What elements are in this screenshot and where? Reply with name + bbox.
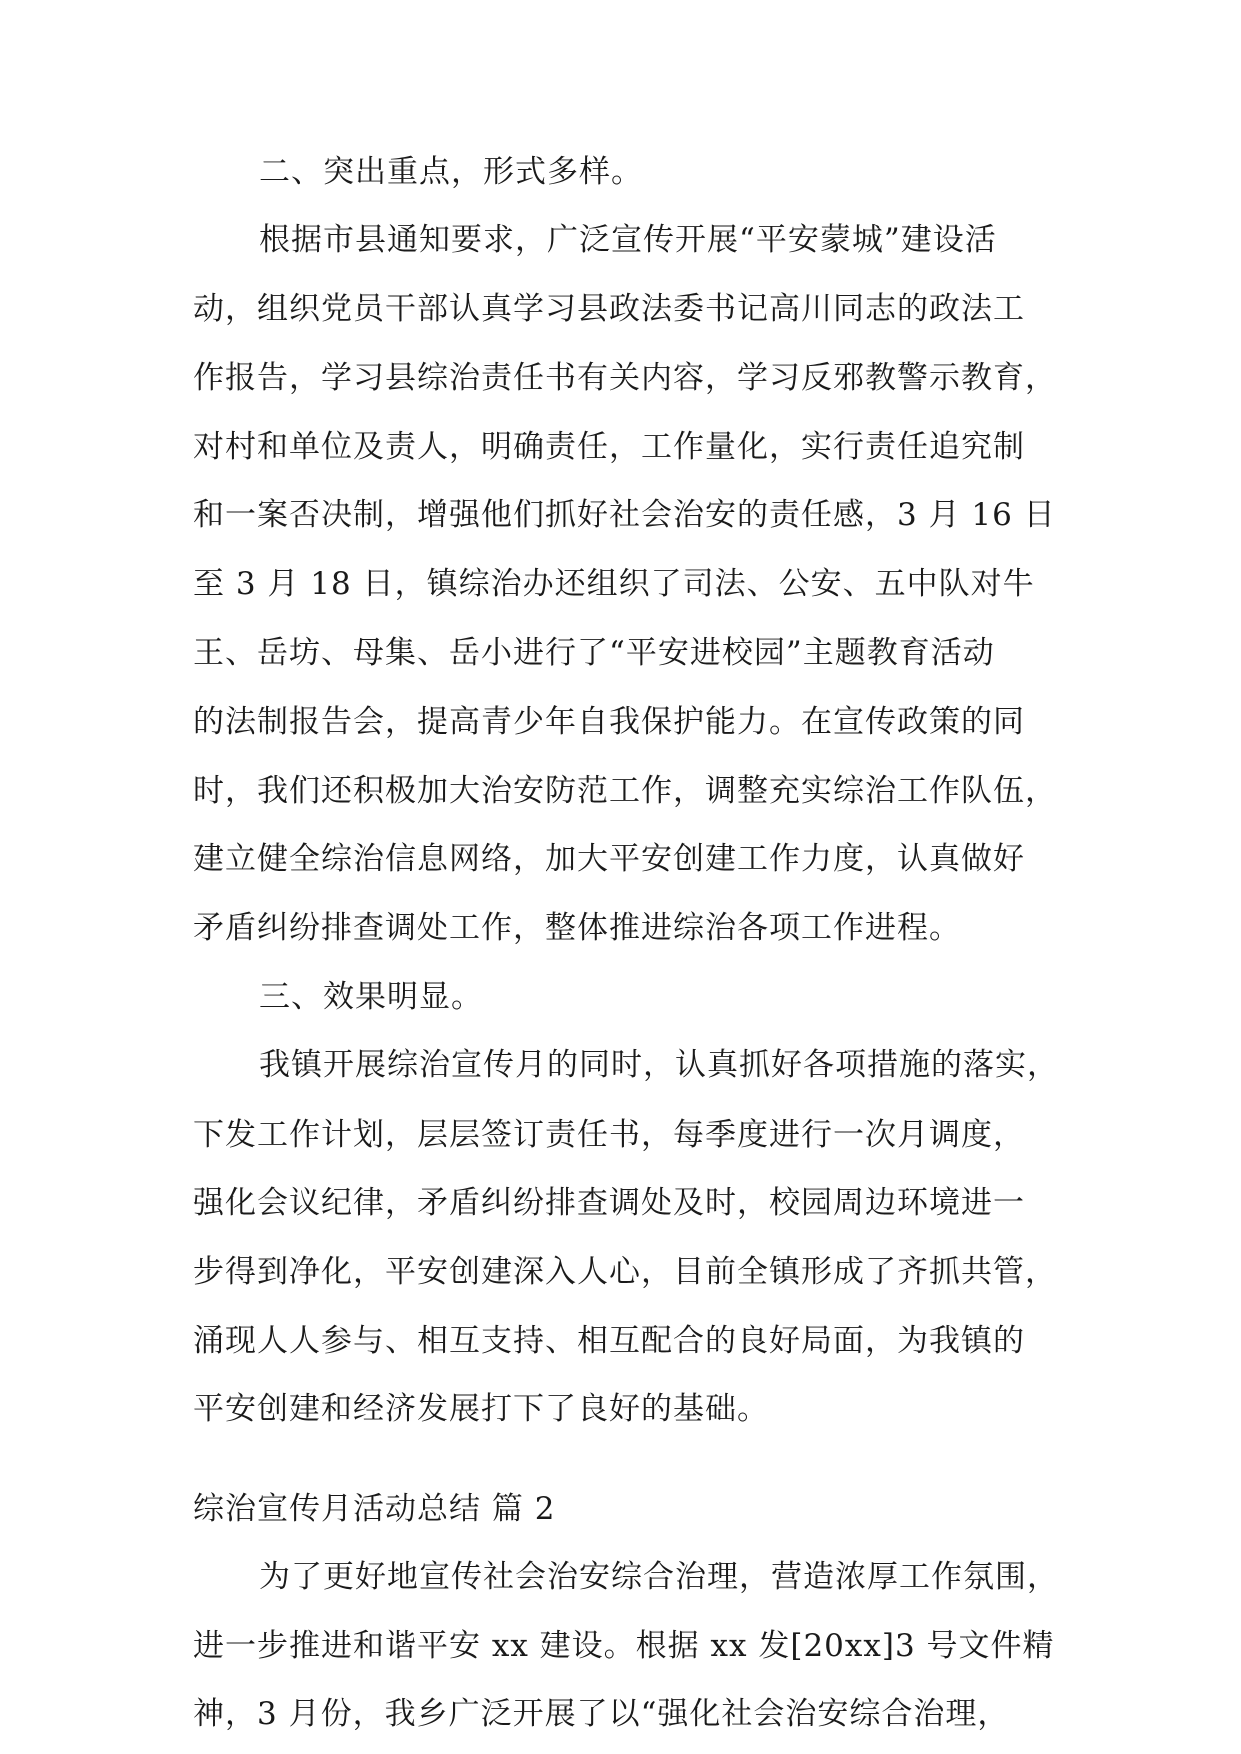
paragraph-line: 对村和单位及责人，明确责任，工作量化，实行责任追究制 bbox=[193, 428, 1025, 465]
paragraph-line: 和一案否决制，增强他们抓好社会治安的责任感，3 月 16 日 bbox=[193, 497, 1056, 534]
paragraph-line: 进一步推进和谐平安 xx 建设。根据 xx 发[20xx]3 号文件精 bbox=[193, 1627, 1055, 1664]
paragraph-line: 至 3 月 18 日，镇综治办还组织了司法、公安、五中队对牛 bbox=[193, 566, 1035, 603]
paragraph-line: 王、岳坊、母集、岳小进行了“平安进校园”主题教育活动 bbox=[193, 634, 995, 671]
section-heading-3: 三、效果明显。 bbox=[259, 978, 483, 1015]
paragraph-line: 为了更好地宣传社会治安综合治理，营造浓厚工作氛围， bbox=[259, 1559, 1059, 1596]
paragraph-line: 根据市县通知要求，广泛宣传开展“平安蒙城”建设活 bbox=[259, 222, 997, 259]
paragraph-line: 动，组织党员干部认真学习县政法委书记高川同志的政法工 bbox=[193, 290, 1025, 327]
paragraph-line: 神，3 月份，我乡广泛开展了以“强化社会治安综合治理， bbox=[193, 1696, 1010, 1732]
paragraph-line: 我镇开展综治宣传月的同时，认真抓好各项措施的落实， bbox=[259, 1047, 1059, 1084]
paragraph-line: 涌现人人参与、相互支持、相互配合的良好局面，为我镇的 bbox=[193, 1322, 1025, 1359]
paragraph-line: 平安创建和经济发展打下了良好的基础。 bbox=[193, 1391, 769, 1428]
paragraph-line: 下发工作计划，层层签订责任书，每季度进行一次月调度， bbox=[193, 1116, 1025, 1153]
section-heading-2: 二、突出重点，形式多样。 bbox=[259, 154, 643, 190]
paragraph-line: 矛盾纠纷排查调处工作，整体推进综治各项工作进程。 bbox=[193, 910, 961, 947]
paragraph-line: 的法制报告会，提高青少年自我保护能力。在宣传政策的同 bbox=[193, 704, 1025, 741]
paragraph-line: 时，我们还积极加大治安防范工作，调整充实综治工作队伍， bbox=[193, 772, 1057, 809]
paragraph-line: 建立健全综治信息网络，加大平安创建工作力度，认真做好 bbox=[193, 841, 1025, 878]
paragraph-line: 作报告，学习县综治责任书有关内容，学习反邪教警示教育， bbox=[193, 360, 1057, 397]
article-title: 综治宣传月活动总结 篇 2 bbox=[193, 1490, 556, 1527]
paragraph-line: 步得到净化，平安创建深入人心，目前全镇形成了齐抓共管， bbox=[193, 1253, 1057, 1290]
paragraph-line: 强化会议纪律，矛盾纠纷排查调处及时，校园周边环境进一 bbox=[193, 1185, 1025, 1222]
